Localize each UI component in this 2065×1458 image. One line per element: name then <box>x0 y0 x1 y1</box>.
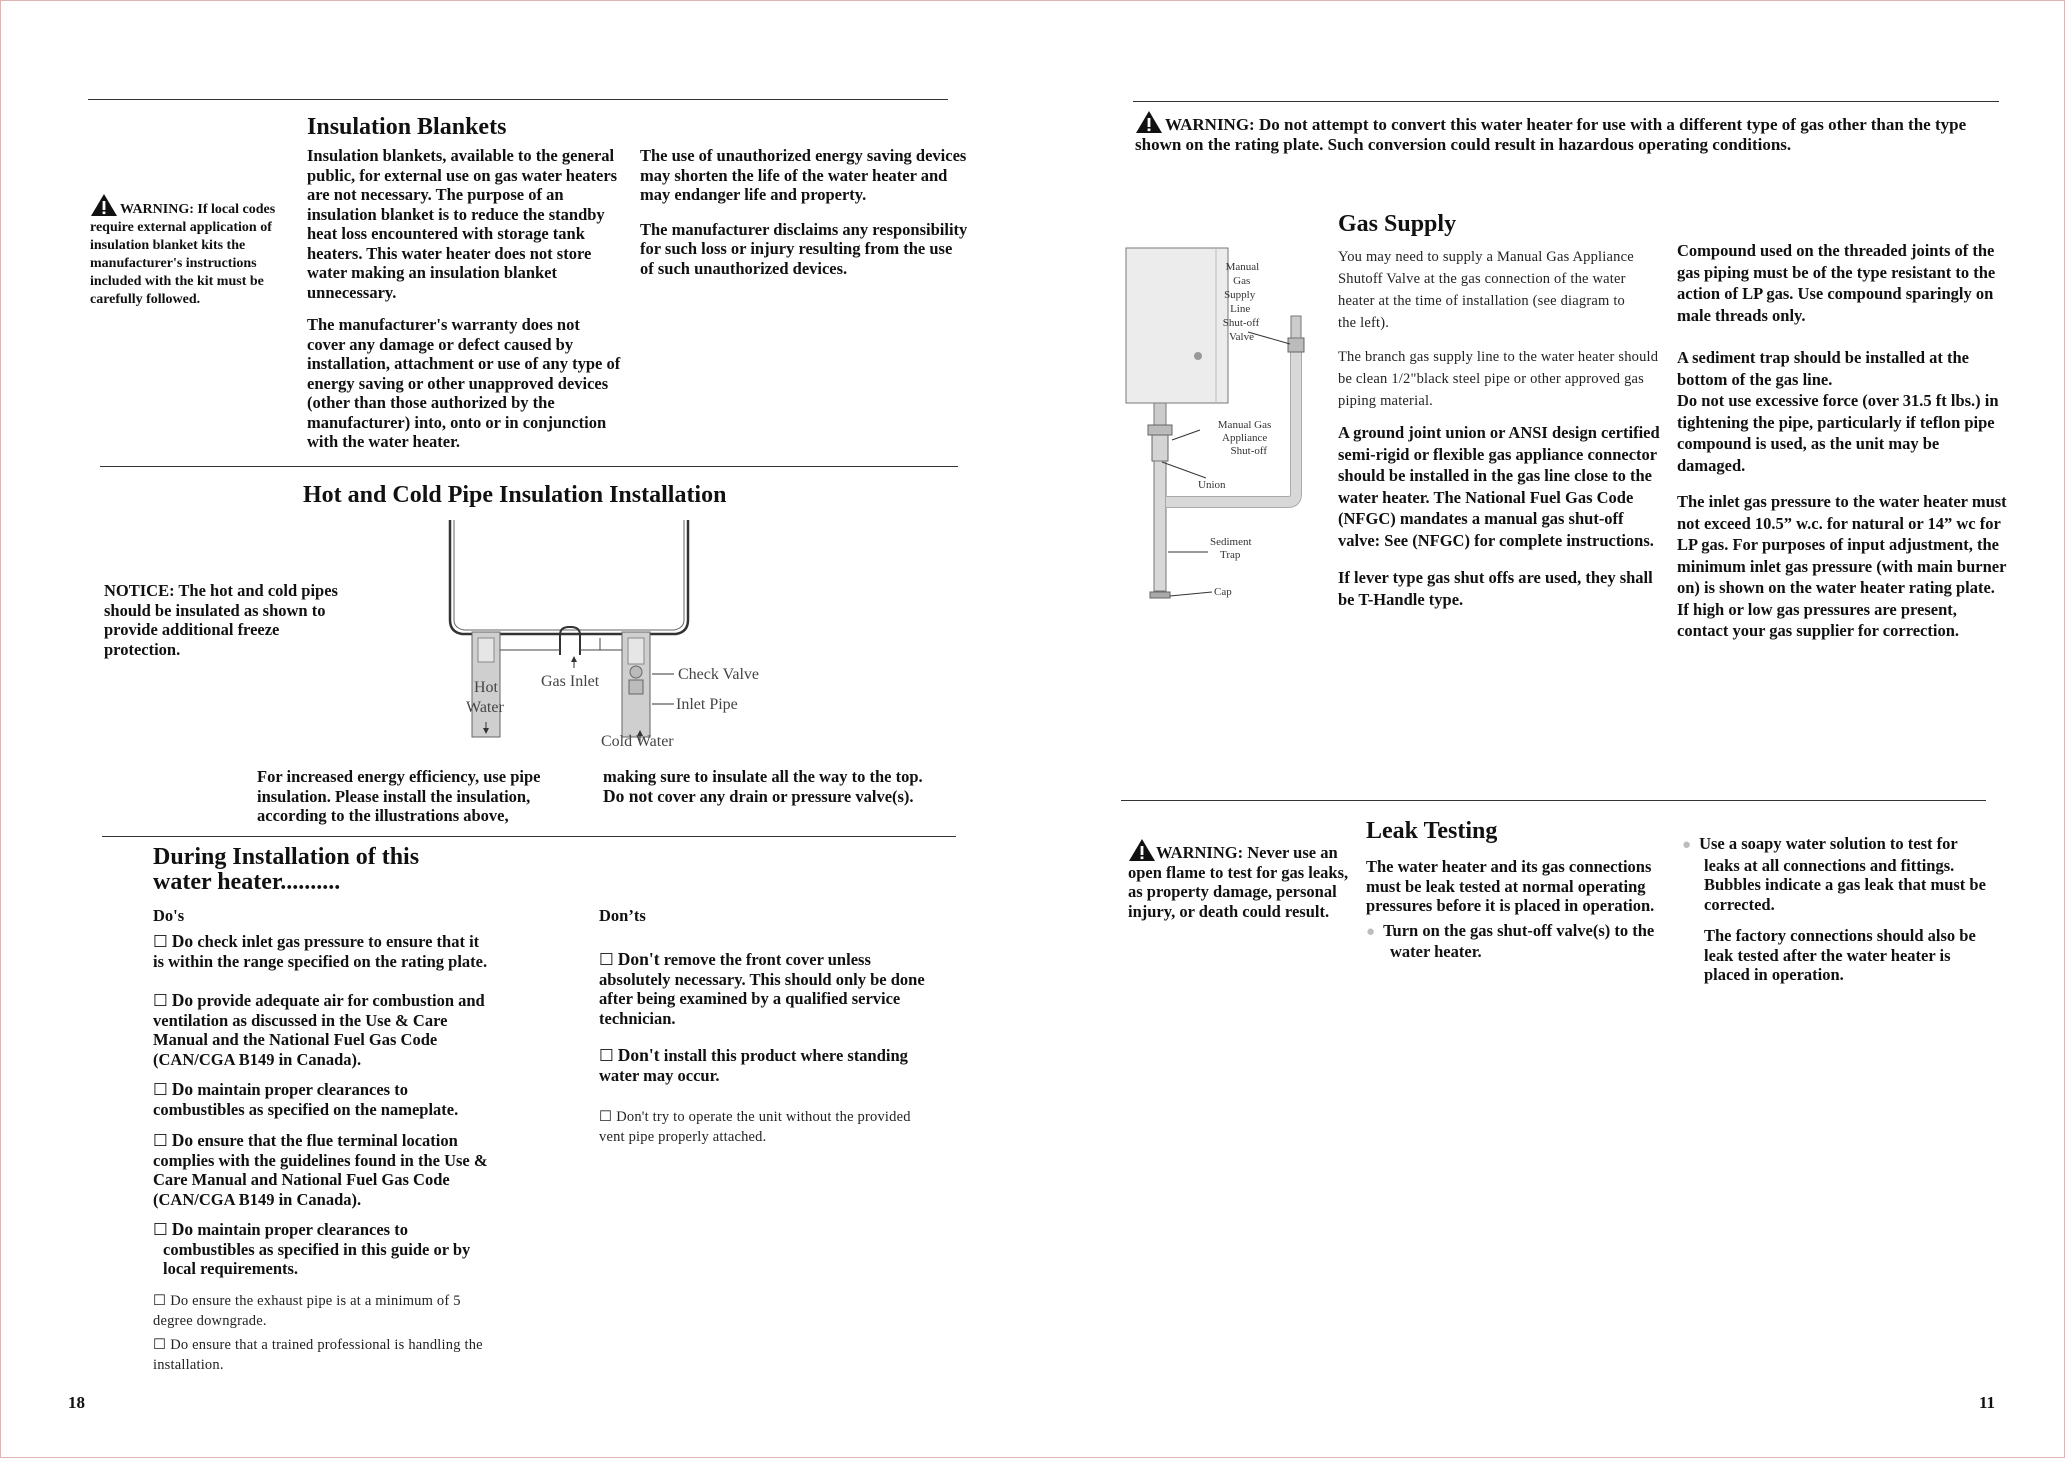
do-text: check inlet gas pressure to ensure that it is within the range specified on the rating plate. <box>153 932 488 971</box>
do-text: maintain proper clearances to combustibles as specified in this guide or by local requirements. <box>163 1220 471 1278</box>
cold-water-label: Cold Water <box>601 733 674 750</box>
leak-testing-title: Leak Testing <box>1366 818 1498 844</box>
gas-supply-para1: You may need to supply a Manual Gas Appliance Shutoff Valve at the gas connection of the water heater at the time of installation (see diagram to the left). <box>1338 249 1634 331</box>
do-lead: Do <box>171 1079 194 1099</box>
dont-text: install this product where standing water may occur. <box>599 1046 908 1085</box>
do-lead: Do <box>171 1130 194 1150</box>
gas-supply-para3: A ground joint union or ANSI design certified semi-rigid or flexible gas appliance connector should be installed in the gas line close to the water heater. The National Fuel Gas Code (NFGC) mandates a manual gas shut-off valve: See (NFGC) for complete instructions. <box>1338 423 1660 550</box>
svg-text:Manual Gas Appliance S <box>1218 419 1274 457</box>
do-item <box>153 1220 488 1279</box>
sediment-label: Trap <box>1220 549 1241 561</box>
inlet-pipe-label: Inlet Pipe <box>676 696 738 713</box>
pipe-caption-left: For increased energy efficiency, use pipe insulation. Please install the insulation, according to the illustrations above, <box>257 767 541 825</box>
insulation-para2: The manufacturer's warranty does not cover any damage or defect caused by installation, attachment or use of any type of energy saving or other unapproved devices (other than those authorized by the manufacturer) into, onto or in conjunction with the water heater. <box>307 315 621 451</box>
supply-valve-label: Manual <box>1225 261 1260 273</box>
do-item <box>153 932 488 971</box>
during-title-line1: During Installation of this <box>153 844 420 870</box>
pipe-insulation-diagram <box>440 520 780 750</box>
do-item-light: ☐ Do ensure that a trained professional is handling the installation. <box>153 1335 488 1375</box>
gas-supply-title: Gas Supply <box>1338 211 1457 237</box>
water-label: Water <box>466 699 504 716</box>
vertical-gas-line <box>1154 461 1166 591</box>
warning-label: WARNING: <box>120 202 194 217</box>
page-number: 18 <box>68 1393 85 1412</box>
divider <box>1121 800 1986 801</box>
svg-text:Sediment Trap <box>1210 536 1254 561</box>
do-lead: Do <box>171 931 194 951</box>
warning-label: WARNING: <box>1165 115 1255 134</box>
leak-final: The factory connections should also be leak tested after the water heater is placed in operation. <box>1704 926 1976 984</box>
gas-inlet-pipe <box>560 627 580 655</box>
warning-text: Never use an open flame to test for gas leaks, as property damage, personal injury, or death could result. <box>1128 843 1349 921</box>
leak-bullet-text: Turn on the gas shut-off valve(s) to the water heater. <box>1383 920 1655 961</box>
union-label: Union <box>1198 479 1226 491</box>
gas-supply-para5: Compound used on the threaded joints of the gas piping must be of the type resistant to the action of LP gas. Use compound sparingly on male threads only. <box>1677 241 1996 325</box>
donts-list <box>599 950 929 1147</box>
during-title-line2: water heater.......... <box>153 869 341 895</box>
donts-heading: Don’ts <box>599 906 646 925</box>
insulation-warning <box>90 193 295 309</box>
leak-col1 <box>1366 857 1688 962</box>
insulation-para4: The manufacturer disclaims any responsibility for such loss or injury resulting from the use of such unauthorized devices. <box>640 219 968 278</box>
divider <box>88 99 948 100</box>
gas-conversion-warning <box>1135 110 1985 154</box>
do-lead: Do <box>171 1219 194 1239</box>
gas-supply-para8: The inlet gas pressure to the water heater must not exceed 10.5” w.c. for natural or 14” wc for LP gas. For purposes of input adjustment, the minimum inlet gas pressure (with main burner on) is shown on the water heater rating plate. If high or low gas pressures are present, contact your gas supplier for correction. <box>1677 492 2007 640</box>
warning-icon <box>1128 838 1156 862</box>
do-text: ensure that the flue terminal location complies with the guidelines found in the Use & Care Manual and National Fuel Gas Code (CAN/CGA B149 in Canada). <box>153 1131 488 1209</box>
do-text: maintain proper clearances to combustibles as specified on the nameplate. <box>153 1080 459 1119</box>
do-item <box>153 1080 488 1119</box>
caption-emphasis: Do not <box>603 785 654 806</box>
gas-supply-para2: The branch gas supply line to the water heater should be clean 1/2"black steel pipe or other approved gas piping material. <box>1338 349 1659 409</box>
gas-supply-para4: If lever type gas shut offs are used, they shall be T-Handle type. <box>1338 568 1653 609</box>
dont-text: remove the front cover unless absolutely necessary. This should only be done after being examined by a qualified service technician. <box>599 950 925 1028</box>
leak-bullet <box>1682 834 1992 914</box>
caption-part: cover any drain or pressure valve(s). <box>653 786 914 806</box>
dont-lead: Don't <box>617 1045 660 1065</box>
insulation-para1: Insulation blankets, available to the general public, for external use on gas water heaters are not necessary. The purpose of an insulation blanket is to reduce the standby heat loss encountered with storage tank heaters. This water heater does not store water making an insulation blanket unnecessary. <box>307 146 618 302</box>
supply-valve-label: Gas <box>1233 275 1251 287</box>
gas-supply-para6: A sediment trap should be installed at the bottom of the gas line. <box>1677 348 1969 389</box>
supply-valve-label: Shut-off <box>1222 317 1260 329</box>
leak-warning <box>1128 838 1356 921</box>
check-valve-label: Check Valve <box>678 666 760 683</box>
appliance-valve-label: Manual Gas <box>1217 419 1272 431</box>
leak-bullet-text: Use a soapy water solution to test for leaks at all connections and fittings. Bubbles indicate a gas leak that must be corrected. <box>1699 834 1986 914</box>
supply-valve-label: Valve <box>1228 331 1254 343</box>
pipe-notice: NOTICE: The hot and cold pipes should be insulated as shown to provide additional freeze protection. <box>104 581 338 659</box>
gas-supply-para7: Do not use excessive force (over 31.5 ft lbs.) in tightening the pipe, particularly if teflon pipe compound is used, as the unit may be damaged. <box>1677 391 1999 475</box>
page-number: 11 <box>1979 1393 1996 1412</box>
divider <box>102 836 956 837</box>
warning-text: If local codes require external application of insulation blanket kits the manufacturer's instructions included with the kit must be carefully followed. <box>90 202 276 307</box>
insulation-col1 <box>307 146 622 452</box>
do-item <box>153 991 488 1069</box>
supply-valve-label: Line <box>1230 303 1251 315</box>
sediment-label: Sediment <box>1210 536 1252 548</box>
cap-label: Cap <box>1214 586 1232 598</box>
dos-heading: Do's <box>153 906 185 925</box>
svg-text:Manual Gas Supply <box>1223 261 1262 343</box>
gas-supply-diagram <box>1118 244 1338 614</box>
warning-icon <box>90 193 118 217</box>
do-item <box>153 1131 488 1209</box>
insulation-col2 <box>640 146 970 278</box>
warning-text: Do not attempt to convert this water heater for use with a different type of gas other than the type shown on the rating plate. Such conversion could result in hazardous operating conditions. <box>1135 115 1967 154</box>
do-item-light: ☐ Do ensure the exhaust pipe is at a minimum of 5 degree downgrade. <box>153 1291 488 1331</box>
dont-lead: Don't <box>617 949 660 969</box>
gas-supply-col1 <box>1338 246 1660 610</box>
divider <box>100 466 958 467</box>
dont-item <box>599 1046 929 1085</box>
dont-item-light: ☐ Don't try to operate the unit without the provided vent pipe properly attached. <box>599 1107 929 1147</box>
heater-outline <box>450 520 688 634</box>
dont-item <box>599 950 929 1028</box>
water-heater-unit <box>1126 248 1228 403</box>
leak-bullet <box>1366 921 1688 962</box>
divider <box>1133 101 1999 102</box>
do-lead: Do <box>171 990 194 1010</box>
during-title <box>153 844 419 896</box>
gas-inlet-label: Gas Inlet <box>541 673 600 690</box>
dos-list <box>153 932 488 1375</box>
appliance-valve-label: Appliance <box>1222 432 1268 444</box>
appliance-valve-label: Shut-off <box>1230 445 1267 457</box>
gas-supply-col2 <box>1677 240 2007 642</box>
pipe-caption-right <box>603 767 933 806</box>
warning-icon <box>1135 110 1163 134</box>
insulation-title: Insulation Blankets <box>307 114 507 140</box>
leak-intro: The water heater and its gas connections must be leak tested at normal operating pressures before it is placed in operation. <box>1366 857 1655 915</box>
leak-col2 <box>1682 834 1992 985</box>
do-text: provide adequate air for combustion and ventilation as discussed in the Use & Care Manual and the National Fuel Gas Code (CAN/CGA B149 in Canada). <box>153 991 485 1069</box>
caption-part: making sure to insulate all the way to the top. <box>603 767 923 786</box>
hot-label: Hot <box>474 679 498 696</box>
insulation-para3: The use of unauthorized energy saving devices may shorten the life of the water heater and may endanger life and property. <box>640 146 967 204</box>
supply-valve-label: Supply <box>1224 289 1256 301</box>
pipe-insulation-title: Hot and Cold Pipe Insulation Installation <box>303 482 727 508</box>
warning-label: WARNING: <box>1156 843 1244 862</box>
